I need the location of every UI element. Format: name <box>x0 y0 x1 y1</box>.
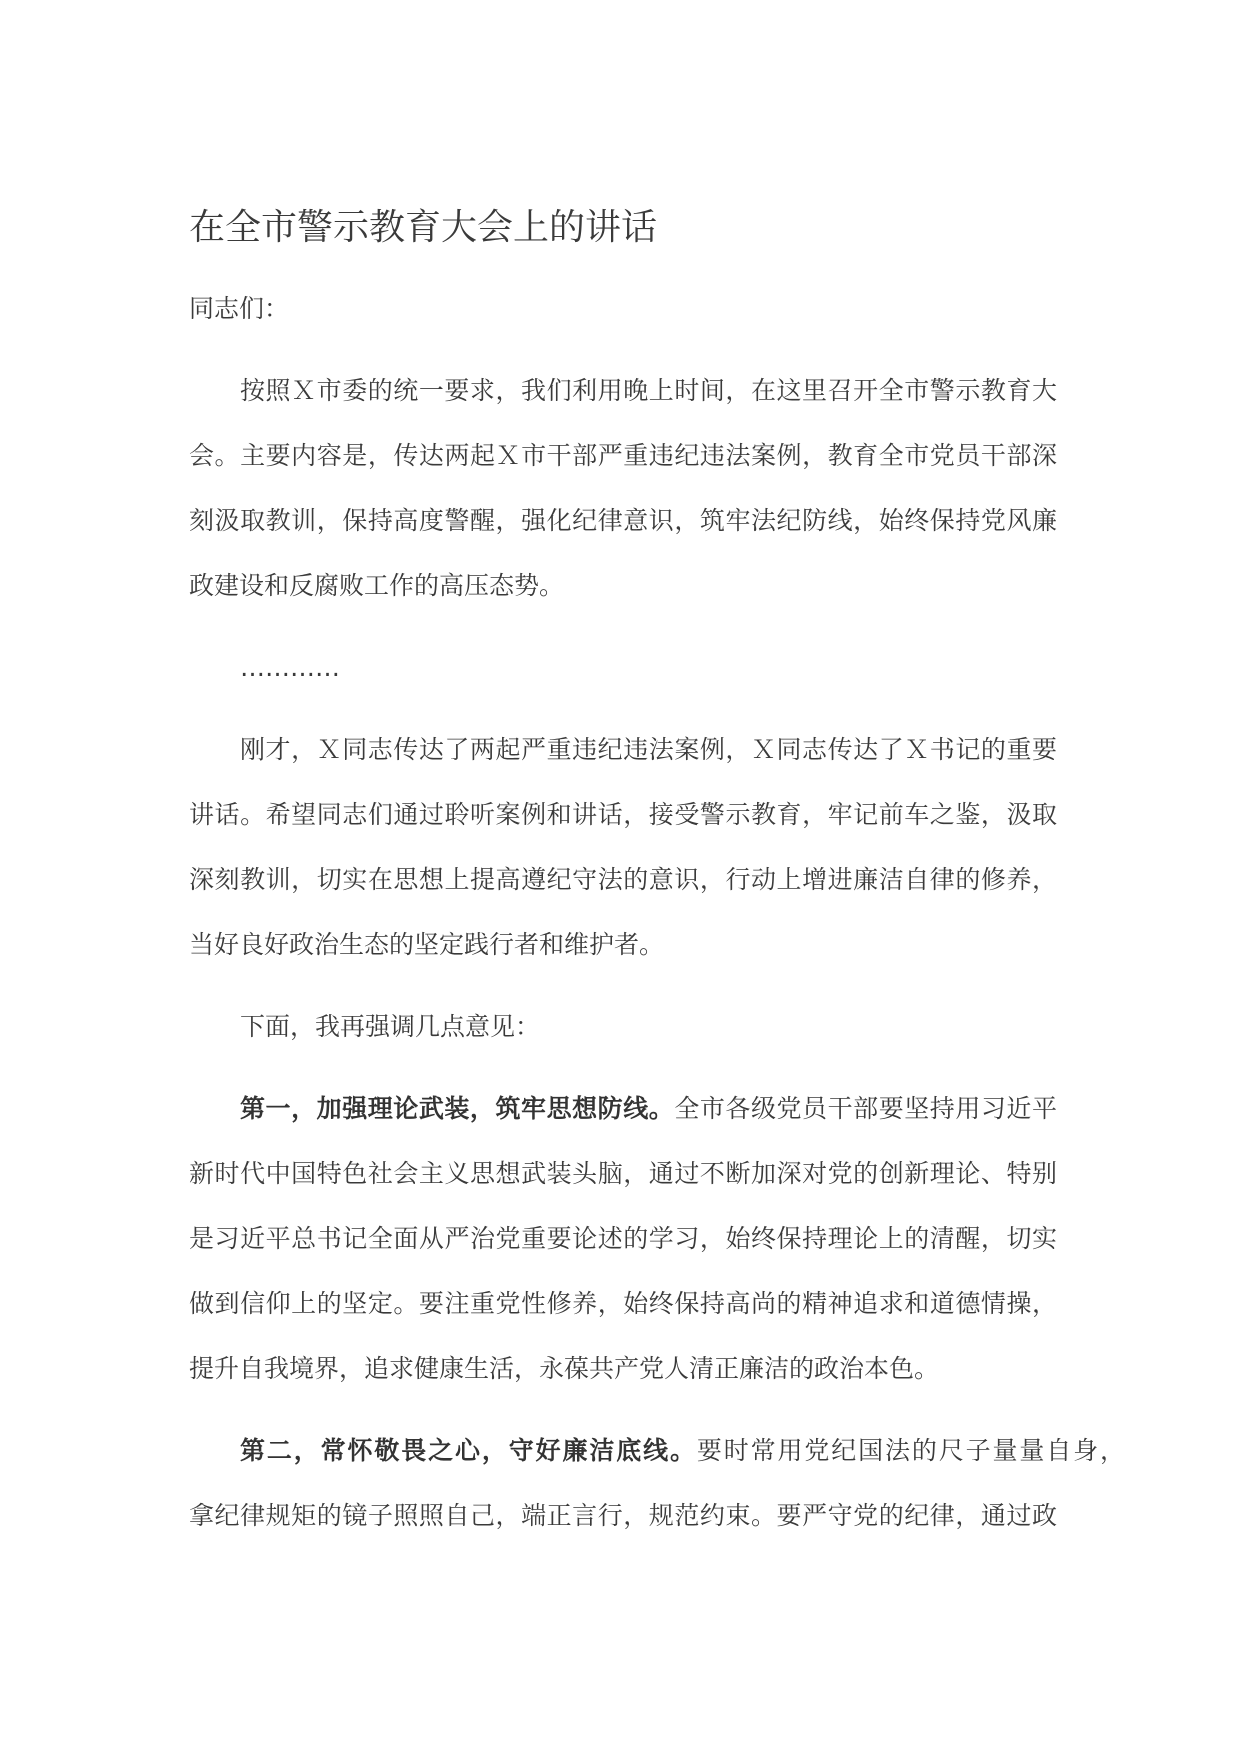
text-line <box>189 1076 1057 1141</box>
line-text: 刻汲取教训，保持高度警醒，强化纪律意识，筑牢法纪防线，始终保持党风廉 <box>189 506 1057 535</box>
text-line <box>189 1206 1057 1271</box>
text-line <box>189 1418 1125 1483</box>
document-body <box>189 276 1125 1565</box>
line-text: 讲话。希望同志们通过聆听案例和讲话，接受警示教育，牢记前车之鉴，汲取 <box>189 800 1057 829</box>
line-text: 刚才，Ｘ同志传达了两起严重违纪违法案例，Ｘ同志传达了Ｘ书记的重要 <box>240 735 1057 764</box>
line-text: 下面，我再强调几点意见： <box>240 1012 541 1041</box>
line-text: 同志们： <box>189 294 290 323</box>
text-line <box>189 635 1057 700</box>
paragraph <box>189 635 1057 700</box>
section-heading: 第二，常怀敬畏之心，守好廉洁底线。 <box>240 1436 697 1465</box>
text-line <box>189 553 1057 618</box>
line-text: 提升自我境界，追求健康生活，永葆共产党人清正廉洁的政治本色。 <box>189 1354 940 1383</box>
text-line <box>189 488 1057 553</box>
text-line <box>189 847 1057 912</box>
paragraph <box>189 1418 1125 1548</box>
paragraph <box>189 994 1057 1059</box>
line-text: 按照Ｘ市委的统一要求，我们利用晚上时间，在这里召开全市警示教育大 <box>240 376 1057 405</box>
paragraph <box>189 358 1057 618</box>
section-heading: 第一，加强理论武装，筑牢思想防线。 <box>240 1094 675 1123</box>
text-line <box>189 1271 1057 1336</box>
line-text: 拿纪律规矩的镜子照照自己，端正言行，规范约束。要严守党的纪律，通过政 <box>189 1501 1057 1530</box>
text-line <box>189 717 1057 782</box>
line-text: 会。主要内容是，传达两起Ｘ市干部严重违纪违法案例，教育全市党员干部深 <box>189 441 1057 470</box>
line-text: 全市各级党员干部要坚持用习近平 <box>674 1094 1057 1123</box>
line-text: ………… <box>240 653 340 682</box>
line-text: 当好良好政治生态的坚定践行者和维护者。 <box>189 930 665 959</box>
text-line <box>189 994 1057 1059</box>
text-line <box>189 1336 1057 1401</box>
line-text: 政建设和反腐败工作的高压态势。 <box>189 571 565 600</box>
line-text: 深刻教训，切实在思想上提高遵纪守法的意识，行动上增进廉洁自律的修养， <box>189 865 1057 894</box>
line-text: 新时代中国特色社会主义思想武装头脑，通过不断加深对党的创新理论、特别 <box>189 1159 1057 1188</box>
text-line <box>189 358 1057 423</box>
text-line <box>189 276 1057 341</box>
document-title: 在全市警示教育大会上的讲话 <box>189 207 658 248</box>
line-text: 做到信仰上的坚定。要注重党性修养，始终保持高尚的精神追求和道德情操， <box>189 1289 1057 1318</box>
paragraph <box>189 1076 1057 1401</box>
line-text: 是习近平总书记全面从严治党重要论述的学习，始终保持理论上的清醒，切实 <box>189 1224 1057 1253</box>
text-line <box>189 423 1057 488</box>
paragraph <box>189 717 1057 977</box>
text-line <box>189 1141 1057 1206</box>
text-line <box>189 1483 1057 1548</box>
paragraph <box>189 276 1057 341</box>
line-text: 要时常用党纪国法的尺子量量自身， <box>696 1436 1125 1465</box>
text-line <box>189 912 1057 977</box>
text-line <box>189 782 1057 847</box>
